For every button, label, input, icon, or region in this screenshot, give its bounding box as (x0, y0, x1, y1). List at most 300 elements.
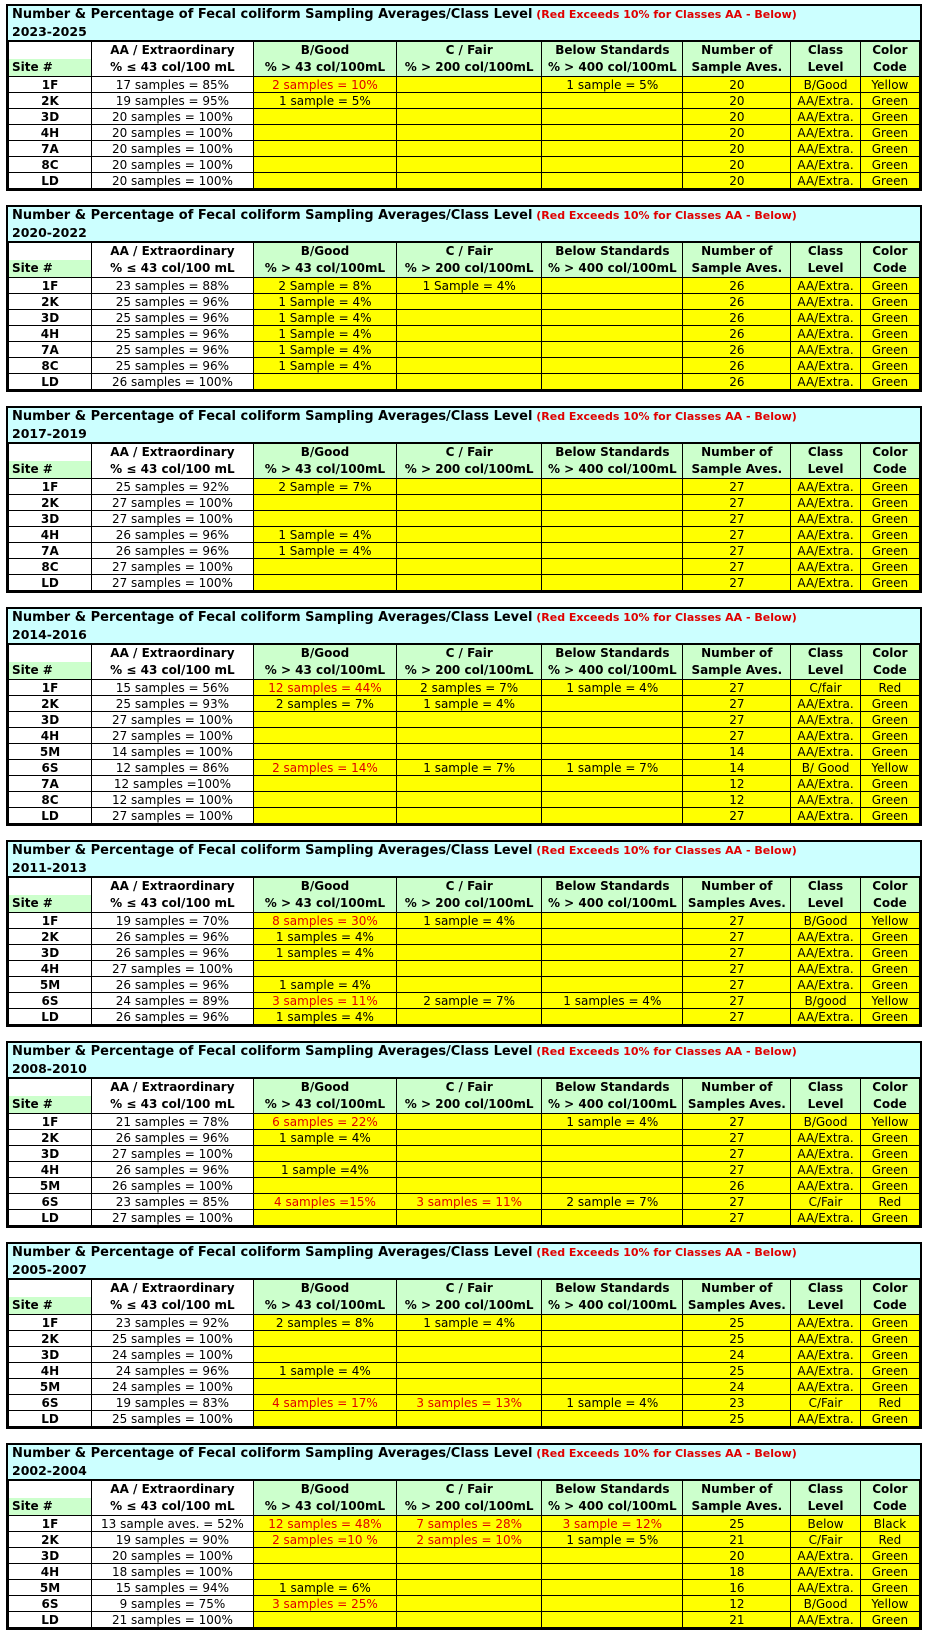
b-good-threshold: % > 43 col/100mL (253, 662, 396, 680)
class-level-table (6, 406, 922, 593)
below-standards-cell (542, 808, 683, 824)
site-id: 1F (9, 913, 92, 929)
table-row (9, 1009, 920, 1025)
b-good-cell: 1 Sample = 4% (253, 527, 396, 543)
class-level-cell: AA/Extra. (791, 1162, 861, 1178)
data-table (8, 1279, 920, 1427)
class-level-cell: AA/Extra. (791, 945, 861, 961)
sample-count-cell: 16 (683, 1580, 791, 1596)
below-standards-threshold: % > 400 col/100mL (542, 1297, 683, 1315)
site-id: 8C (9, 157, 92, 173)
aa-header: AA / Extraordinary (92, 1079, 254, 1097)
below-standards-cell (542, 1596, 683, 1612)
color-code-cell: Green (860, 326, 919, 342)
c-fair-threshold: % > 200 col/100mL (397, 895, 542, 913)
sample-count-cell: 27 (683, 543, 791, 559)
table-row (9, 929, 920, 945)
site-id: LD (9, 1411, 92, 1427)
table-row (9, 1395, 920, 1411)
b-good-header: B/Good (253, 1481, 396, 1499)
c-fair-cell (397, 495, 542, 511)
b-good-cell: 4 samples = 17% (253, 1395, 396, 1411)
c-fair-cell: 3 samples = 13% (397, 1395, 542, 1411)
color-code-cell: Yellow (860, 1596, 919, 1612)
sample-count-cell: 26 (683, 310, 791, 326)
code-header: Code (860, 1297, 919, 1315)
b-good-header: B/Good (253, 645, 396, 663)
header-row-top (9, 878, 920, 896)
c-fair-cell (397, 1596, 542, 1612)
class-level-cell: AA/Extra. (791, 543, 861, 559)
color-code-cell: Green (860, 527, 919, 543)
class-level-table (6, 4, 922, 191)
site-id: 6S (9, 760, 92, 776)
b-good-cell: 1 sample = 4% (253, 1363, 396, 1379)
table-row (9, 1331, 920, 1347)
color-code-cell: Yellow (860, 77, 919, 93)
color-code-cell: Green (860, 109, 919, 125)
color-code-cell: Green (860, 1315, 919, 1331)
class-level-cell: AA/Extra. (791, 1331, 861, 1347)
below-standards-threshold: % > 400 col/100mL (542, 1096, 683, 1114)
aa-cell: 26 samples = 100% (92, 374, 254, 390)
table-row (9, 575, 920, 591)
class-level-cell: AA/Extra. (791, 1363, 861, 1379)
site-id: 2K (9, 93, 92, 109)
c-fair-header: C / Fair (397, 243, 542, 261)
sample-count-cell: 24 (683, 1347, 791, 1363)
below-standards-cell (542, 945, 683, 961)
below-standards-cell (542, 527, 683, 543)
b-good-threshold: % > 43 col/100mL (253, 59, 396, 77)
class-level-cell: AA/Extra. (791, 511, 861, 527)
table-row (9, 77, 920, 93)
sample-count-cell: 20 (683, 157, 791, 173)
site-id: 1F (9, 1315, 92, 1331)
color-code-cell: Green (860, 294, 919, 310)
c-fair-threshold: % > 200 col/100mL (397, 1297, 542, 1315)
aa-threshold: % ≤ 43 col/100 mL (92, 1498, 254, 1516)
number-header: Number of (683, 1280, 791, 1298)
b-good-cell: 1 Sample = 4% (253, 358, 396, 374)
code-header: Code (860, 895, 919, 913)
below-standards-cell (542, 977, 683, 993)
below-standards-threshold: % > 400 col/100mL (542, 260, 683, 278)
color-header: Color (860, 42, 919, 60)
color-header: Color (860, 1280, 919, 1298)
aa-threshold: % ≤ 43 col/100 mL (92, 1096, 254, 1114)
sample-count-cell: 24 (683, 1379, 791, 1395)
exceed-note: (Red Exceeds 10% for Classes AA - Below) (532, 1447, 797, 1460)
table-row (9, 1580, 920, 1596)
class-level-cell: AA/Extra. (791, 141, 861, 157)
aa-cell: 26 samples = 100% (92, 1178, 254, 1194)
site-header-blank (9, 243, 92, 261)
b-good-threshold: % > 43 col/100mL (253, 1498, 396, 1516)
class-level-cell: AA/Extra. (791, 173, 861, 189)
aa-threshold: % ≤ 43 col/100 mL (92, 260, 254, 278)
b-good-cell (253, 808, 396, 824)
table-row (9, 358, 920, 374)
b-good-cell: 1 Sample = 4% (253, 294, 396, 310)
class-header: Class (791, 1079, 861, 1097)
aa-cell: 26 samples = 96% (92, 1162, 254, 1178)
site-id: 8C (9, 559, 92, 575)
class-level-cell: AA/Extra. (791, 929, 861, 945)
aa-cell: 24 samples = 100% (92, 1347, 254, 1363)
c-fair-cell (397, 1347, 542, 1363)
table-row (9, 913, 920, 929)
site-id: LD (9, 575, 92, 591)
c-fair-cell (397, 1331, 542, 1347)
site-id: 3D (9, 1347, 92, 1363)
number-header: Number of (683, 42, 791, 60)
sample-count-cell: 25 (683, 1363, 791, 1379)
aa-cell: 15 samples = 94% (92, 1580, 254, 1596)
aa-cell: 27 samples = 100% (92, 728, 254, 744)
below-standards-cell (542, 696, 683, 712)
class-level-table (6, 205, 922, 392)
site-id: 5M (9, 1580, 92, 1596)
class-level-cell: AA/Extra. (791, 125, 861, 141)
sample-count-cell: 20 (683, 125, 791, 141)
aa-header: AA / Extraordinary (92, 1280, 254, 1298)
code-header: Code (860, 1096, 919, 1114)
c-fair-cell (397, 961, 542, 977)
c-fair-threshold: % > 200 col/100mL (397, 260, 542, 278)
class-level-cell: AA/Extra. (791, 712, 861, 728)
number-header: Number of (683, 1481, 791, 1499)
below-standards-cell (542, 125, 683, 141)
b-good-cell (253, 157, 396, 173)
c-fair-cell (397, 792, 542, 808)
class-level-cell: AA/Extra. (791, 1210, 861, 1226)
color-code-cell: Green (860, 358, 919, 374)
below-standards-header: Below Standards (542, 243, 683, 261)
header-row-top (9, 1280, 920, 1298)
c-fair-cell: 1 Sample = 4% (397, 278, 542, 294)
class-level-cell: AA/Extra. (791, 495, 861, 511)
below-standards-cell: 1 sample = 5% (542, 77, 683, 93)
c-fair-threshold: % > 200 col/100mL (397, 1096, 542, 1114)
below-standards-threshold: % > 400 col/100mL (542, 1498, 683, 1516)
below-standards-cell (542, 961, 683, 977)
c-fair-cell: 1 sample = 4% (397, 913, 542, 929)
aa-header: AA / Extraordinary (92, 645, 254, 663)
below-standards-header: Below Standards (542, 878, 683, 896)
b-good-cell: 1 sample = 4% (253, 1130, 396, 1146)
sample-count-cell: 27 (683, 1194, 791, 1210)
c-fair-header: C / Fair (397, 1079, 542, 1097)
table-row (9, 157, 920, 173)
spreadsheet (6, 4, 922, 1644)
aa-cell: 26 samples = 96% (92, 543, 254, 559)
below-standards-cell (542, 495, 683, 511)
c-fair-cell (397, 374, 542, 390)
aa-cell: 25 samples = 96% (92, 326, 254, 342)
color-code-cell: Red (860, 1194, 919, 1210)
site-id: 1F (9, 1516, 92, 1532)
site-id: 5M (9, 1178, 92, 1194)
sample-count-cell: 27 (683, 479, 791, 495)
color-code-cell: Green (860, 1612, 919, 1628)
table-row (9, 109, 920, 125)
sample-count-cell: 27 (683, 993, 791, 1009)
c-fair-cell (397, 479, 542, 495)
class-level-cell: AA/Extra. (791, 1548, 861, 1564)
sample-count-cell: 12 (683, 776, 791, 792)
class-header: Class (791, 42, 861, 60)
aa-cell: 19 samples = 90% (92, 1532, 254, 1548)
site-header: Site # (9, 662, 92, 680)
aa-cell: 24 samples = 96% (92, 1363, 254, 1379)
class-level-cell: AA/Extra. (791, 1178, 861, 1194)
class-header: Class (791, 1481, 861, 1499)
below-standards-cell: 1 sample = 4% (542, 1395, 683, 1411)
b-good-cell (253, 1411, 396, 1427)
site-header-blank (9, 878, 92, 896)
data-table (8, 644, 920, 824)
aa-cell: 24 samples = 89% (92, 993, 254, 1009)
sample-count-cell: 27 (683, 511, 791, 527)
below-standards-cell (542, 1363, 683, 1379)
c-fair-cell (397, 1548, 542, 1564)
b-good-cell: 1 Sample = 4% (253, 543, 396, 559)
table-row (9, 511, 920, 527)
below-standards-cell: 1 sample = 5% (542, 1532, 683, 1548)
sample-count-cell: 27 (683, 1210, 791, 1226)
below-standards-cell (542, 1411, 683, 1427)
site-id: 5M (9, 1379, 92, 1395)
sample-count-cell: 23 (683, 1395, 791, 1411)
site-id: 7A (9, 342, 92, 358)
table-row (9, 125, 920, 141)
b-good-cell: 3 samples = 25% (253, 1596, 396, 1612)
sample-count-cell: 27 (683, 680, 791, 696)
c-fair-cell (397, 1146, 542, 1162)
site-id: 4H (9, 961, 92, 977)
b-good-cell (253, 559, 396, 575)
class-header: Class (791, 444, 861, 462)
c-fair-cell (397, 1580, 542, 1596)
class-level-cell: AA/Extra. (791, 808, 861, 824)
sample-count-cell: 27 (683, 1009, 791, 1025)
aa-header: AA / Extraordinary (92, 444, 254, 462)
color-code-cell: Green (860, 157, 919, 173)
sample-count-cell: 26 (683, 342, 791, 358)
table-row (9, 792, 920, 808)
aa-cell: 12 samples = 100% (92, 792, 254, 808)
color-code-cell: Green (860, 1347, 919, 1363)
aa-cell: 15 samples = 56% (92, 680, 254, 696)
class-level-table (6, 1041, 922, 1228)
color-code-cell: Red (860, 1395, 919, 1411)
c-fair-cell (397, 527, 542, 543)
exceed-note: (Red Exceeds 10% for Classes AA - Below) (532, 611, 797, 624)
aa-cell: 20 samples = 100% (92, 141, 254, 157)
number-header: Number of (683, 444, 791, 462)
table-row (9, 1130, 920, 1146)
color-code-cell: Green (860, 1162, 919, 1178)
aa-cell: 20 samples = 100% (92, 125, 254, 141)
table-row (9, 495, 920, 511)
c-fair-cell (397, 93, 542, 109)
color-code-cell: Green (860, 1411, 919, 1427)
below-standards-header: Below Standards (542, 42, 683, 60)
below-standards-cell (542, 744, 683, 760)
color-code-cell: Green (860, 696, 919, 712)
color-code-cell: Green (860, 792, 919, 808)
class-level-cell: AA/Extra. (791, 559, 861, 575)
aa-header: AA / Extraordinary (92, 42, 254, 60)
below-standards-cell (542, 1146, 683, 1162)
sample-count-cell: 27 (683, 1130, 791, 1146)
aa-cell: 26 samples = 96% (92, 929, 254, 945)
b-good-cell (253, 1146, 396, 1162)
c-fair-cell: 2 samples = 7% (397, 680, 542, 696)
c-fair-cell (397, 1612, 542, 1628)
c-fair-cell (397, 712, 542, 728)
below-standards-cell (542, 1315, 683, 1331)
below-standards-cell (542, 294, 683, 310)
aa-cell: 25 samples = 96% (92, 358, 254, 374)
c-fair-cell: 7 samples = 28% (397, 1516, 542, 1532)
class-level-cell: AA/Extra. (791, 374, 861, 390)
below-standards-threshold: % > 400 col/100mL (542, 662, 683, 680)
c-fair-cell: 1 sample = 4% (397, 1315, 542, 1331)
c-fair-cell (397, 559, 542, 575)
c-fair-threshold: % > 200 col/100mL (397, 662, 542, 680)
b-good-cell (253, 109, 396, 125)
aa-cell: 20 samples = 100% (92, 157, 254, 173)
class-level-cell: AA/Extra. (791, 527, 861, 543)
aa-threshold: % ≤ 43 col/100 mL (92, 1297, 254, 1315)
table-title-text: Number & Percentage of Fecal coliform Sampling Averages/Class Level (12, 7, 533, 22)
sample-count-cell: 25 (683, 1315, 791, 1331)
b-good-cell (253, 776, 396, 792)
sample-count-cell: 26 (683, 294, 791, 310)
aa-cell: 27 samples = 100% (92, 808, 254, 824)
data-table (8, 1078, 920, 1226)
below-standards-cell (542, 792, 683, 808)
class-level-cell: AA/Extra. (791, 358, 861, 374)
c-fair-cell (397, 1114, 542, 1130)
aa-threshold: % ≤ 43 col/100 mL (92, 895, 254, 913)
level-header: Level (791, 461, 861, 479)
period-label: 2017-2019 (8, 426, 920, 443)
site-id: 5M (9, 977, 92, 993)
c-fair-cell (397, 358, 542, 374)
below-standards-cell (542, 358, 683, 374)
color-code-cell: Green (860, 977, 919, 993)
b-good-cell: 2 samples = 10% (253, 77, 396, 93)
below-standards-cell (542, 1162, 683, 1178)
class-level-cell: AA/Extra. (791, 1411, 861, 1427)
c-fair-cell (397, 776, 542, 792)
aa-cell: 20 samples = 100% (92, 173, 254, 189)
below-standards-cell (542, 1548, 683, 1564)
c-fair-cell (397, 125, 542, 141)
class-level-cell: AA/Extra. (791, 1315, 861, 1331)
header-row-sub (9, 1096, 920, 1114)
below-standards-cell (542, 559, 683, 575)
b-good-cell (253, 374, 396, 390)
below-standards-cell (542, 1178, 683, 1194)
class-level-table (6, 1443, 922, 1630)
header-row-sub (9, 260, 920, 278)
class-level-cell: AA/Extra. (791, 1580, 861, 1596)
table-row (9, 278, 920, 294)
header-row-sub (9, 1498, 920, 1516)
class-level-cell: B/Good (791, 1114, 861, 1130)
color-code-cell: Green (860, 278, 919, 294)
site-id: LD (9, 1009, 92, 1025)
b-good-cell (253, 1612, 396, 1628)
data-table (8, 877, 920, 1025)
table-row (9, 294, 920, 310)
level-header: Level (791, 895, 861, 913)
site-id: 7A (9, 141, 92, 157)
color-code-cell: Green (860, 1210, 919, 1226)
below-standards-cell (542, 1379, 683, 1395)
table-row (9, 1516, 920, 1532)
site-id: 8C (9, 358, 92, 374)
b-good-cell: 8 samples = 30% (253, 913, 396, 929)
site-id: 7A (9, 776, 92, 792)
b-good-cell: 1 Sample = 4% (253, 326, 396, 342)
table-title (8, 609, 920, 627)
class-level-cell: AA/Extra. (791, 157, 861, 173)
number-header: Number of (683, 878, 791, 896)
b-good-cell: 12 samples = 48% (253, 1516, 396, 1532)
site-id: 3D (9, 1146, 92, 1162)
b-good-cell (253, 728, 396, 744)
table-row (9, 1210, 920, 1226)
color-code-cell: Green (860, 728, 919, 744)
class-level-cell: AA/Extra. (791, 792, 861, 808)
color-header: Color (860, 878, 919, 896)
site-header-blank (9, 1481, 92, 1499)
aa-header: AA / Extraordinary (92, 878, 254, 896)
class-level-cell: AA/Extra. (791, 728, 861, 744)
b-good-cell (253, 1178, 396, 1194)
color-code-cell: Green (860, 511, 919, 527)
color-code-cell: Red (860, 1532, 919, 1548)
b-good-cell: 12 samples = 44% (253, 680, 396, 696)
site-header: Site # (9, 260, 92, 278)
c-fair-cell (397, 1130, 542, 1146)
table-row (9, 945, 920, 961)
class-level-cell: C/Fair (791, 1194, 861, 1210)
below-standards-cell (542, 1612, 683, 1628)
c-fair-cell (397, 173, 542, 189)
color-code-cell: Green (860, 374, 919, 390)
c-fair-cell (397, 728, 542, 744)
data-table (8, 242, 920, 390)
sample-count-cell: 25 (683, 1331, 791, 1347)
table-row (9, 760, 920, 776)
b-good-header: B/Good (253, 1079, 396, 1097)
class-level-cell: Below (791, 1516, 861, 1532)
b-good-cell (253, 125, 396, 141)
below-standards-cell (542, 326, 683, 342)
site-id: 4H (9, 527, 92, 543)
header-row-top (9, 645, 920, 663)
site-id: 4H (9, 1363, 92, 1379)
class-level-cell: B/good (791, 993, 861, 1009)
table-row (9, 1596, 920, 1612)
below-standards-cell (542, 173, 683, 189)
